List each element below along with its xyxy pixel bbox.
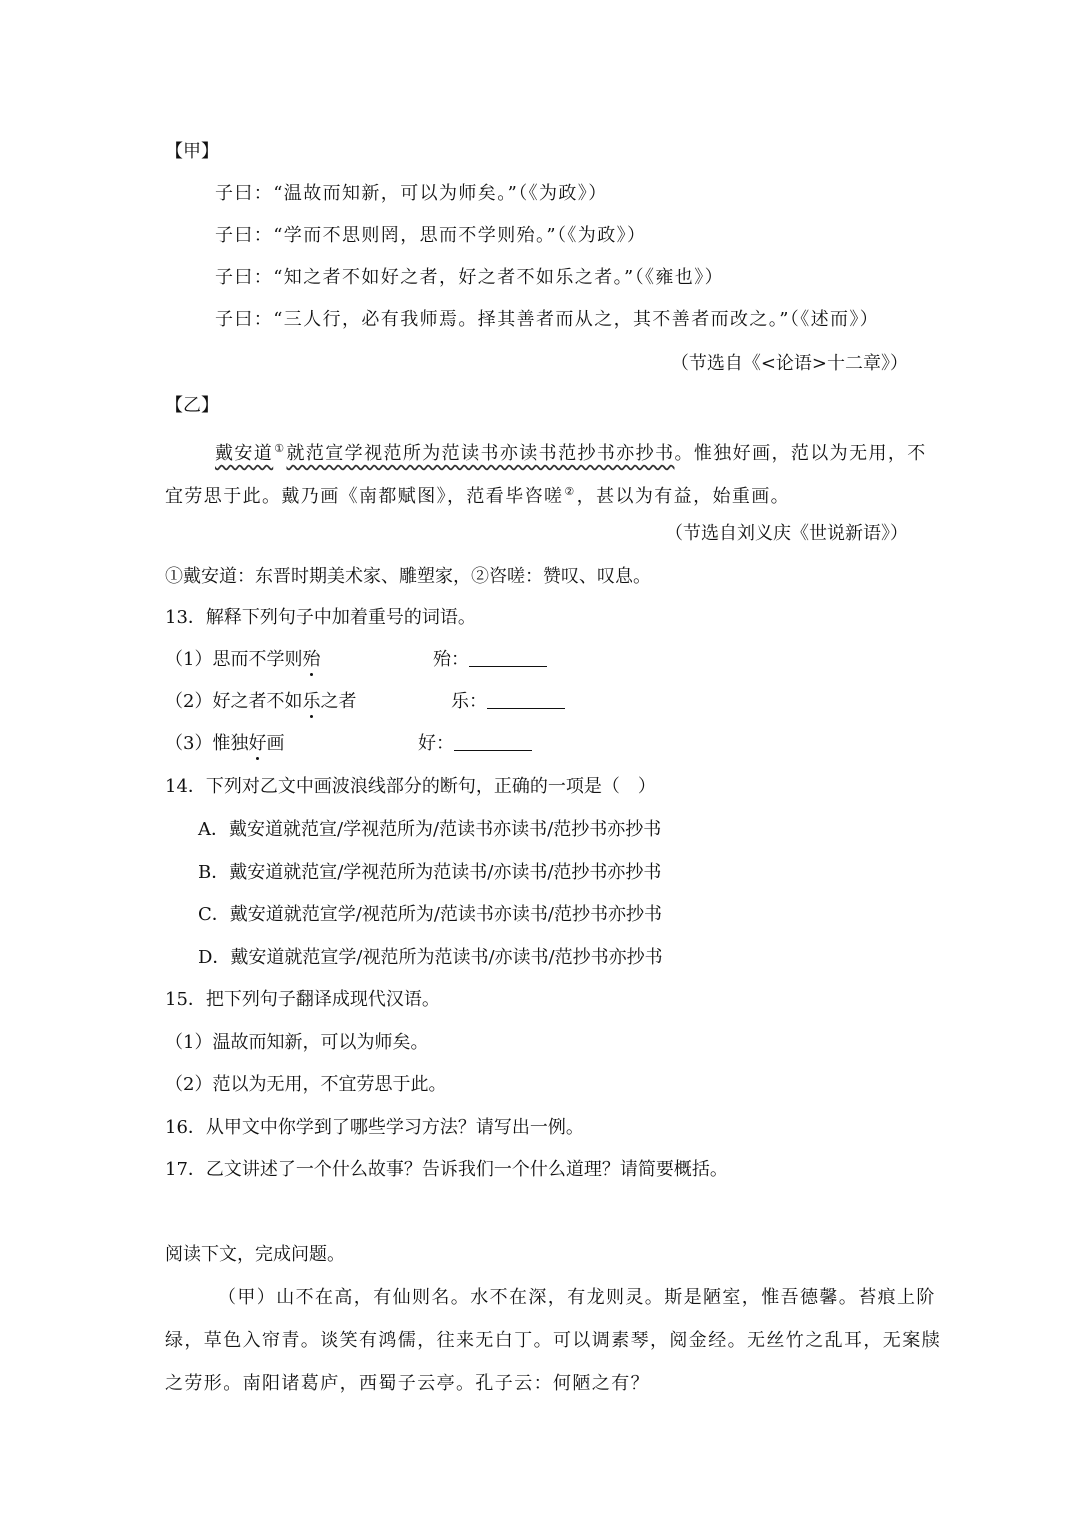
yi-line-1-rest: 。惟独好画，范以为无用，不	[674, 443, 927, 464]
jia-line-4: 子曰：“三人行，必有我师焉。择其善者而从之，其不善者而改之。”（《述而》）	[215, 309, 880, 330]
q14-option-c[interactable]: C．戴安道就范宣学/视范所为/范读书亦读书/范抄书亦抄书	[198, 904, 662, 925]
q13-answer-1[interactable]	[433, 648, 547, 672]
q13-answer-2[interactable]	[451, 690, 565, 714]
section-jia-header: 【甲】	[165, 141, 219, 162]
emphasis-dot-word: 好	[248, 733, 267, 754]
reading-2-intro: 阅读下文，完成问题。	[165, 1244, 345, 1265]
yi-wavy-underlined-passage: 就范宣学视范所为范读书亦读书范抄书亦抄书	[286, 443, 675, 464]
q13-item-3	[165, 732, 284, 756]
question-13-title: 13．解释下列句子中加着重号的词语。	[165, 607, 476, 628]
yi-paragraph-line-2	[165, 480, 790, 509]
q14-option-b[interactable]: B．戴安道就范宣/学视范所为范读书/亦读书/范抄书亦抄书	[198, 862, 662, 883]
q13-item-2-post: 之者	[320, 691, 357, 712]
yi-line-2-b: ，甚以为有益，始重画。	[576, 486, 791, 507]
jia-line-1: 子曰：“温故而知新，可以为师矣。”（《为政》）	[215, 183, 608, 204]
q14-option-a[interactable]: A．戴安道就范宣/学视范所为/范读书亦读书/范抄书亦抄书	[198, 819, 662, 840]
question-14-title: 14．下列对乙文中画波浪线部分的断句，正确的一项是（ ）	[165, 776, 656, 797]
reading-2-line-3: 之劳形。南阳诸葛庐，西蜀子云亭。孔子云：何陋之有？	[165, 1373, 650, 1394]
jia-line-3: 子曰：“知之者不如好之者，好之者不如乐之者。”（《雍也》）	[215, 267, 725, 288]
footnote-1-marker: ①	[274, 442, 286, 455]
yi-source: （节选自刘义庆《世说新语》）	[665, 523, 908, 544]
section-yi-header: 【乙】	[165, 395, 219, 416]
jia-line-2: 子曰：“学而不思则罔，思而不学则殆。”（《为政》）	[215, 225, 647, 246]
q13-answer-1-label: 殆：	[433, 649, 469, 670]
q15-item-2: （2）范以为无用，不宜劳思于此。	[165, 1074, 447, 1095]
yi-footnote: ①戴安道：东晋时期美术家、雕塑家，②咨嗟：赞叹、叹息。	[165, 566, 651, 587]
q13-answer-3[interactable]	[418, 732, 532, 756]
jia-source: （节选自《<论语>十二章》）	[670, 353, 908, 374]
reading-2-line-2: 绿，草色入帘青。谈笑有鸿儒，往来无白丁。可以调素琴，阅金经。无丝竹之乱耳，无案牍	[165, 1330, 941, 1351]
yi-wavy-underlined-name: 戴安道	[215, 443, 274, 464]
q14-option-d[interactable]: D．戴安道就范宣学/视范所为范读书/亦读书/范抄书亦抄书	[198, 947, 663, 968]
yi-paragraph-line-1	[215, 437, 927, 466]
question-15-title: 15．把下列句子翻译成现代汉语。	[165, 989, 440, 1010]
q13-answer-2-label: 乐：	[451, 691, 487, 712]
q13-answer-3-label: 好：	[418, 733, 454, 754]
q13-item-3-post: 画	[266, 733, 285, 754]
emphasis-dot-word: 乐	[302, 691, 321, 712]
footnote-2-marker: ②	[564, 485, 576, 498]
q15-item-1: （1）温故而知新，可以为师矣。	[165, 1032, 429, 1053]
q13-item-1-text: （1）思而不学则	[165, 649, 303, 670]
answer-blank[interactable]	[454, 732, 532, 751]
answer-blank[interactable]	[487, 690, 565, 709]
q13-item-3-text: （3）惟独	[165, 733, 249, 754]
yi-line-2-a: 宜劳思于此。戴乃画《南都赋图》，范看毕咨嗟	[165, 486, 564, 507]
question-16-title: 16．从甲文中你学到了哪些学习方法？请写出一例。	[165, 1117, 584, 1138]
emphasis-dot-word: 殆	[302, 649, 321, 670]
question-17-title: 17．乙文讲述了一个什么故事？告诉我们一个什么道理？请简要概括。	[165, 1159, 728, 1180]
reading-2-line-1: （甲）山不在高，有仙则名。水不在深，有龙则灵。斯是陋室，惟吾德馨。苔痕上阶	[218, 1287, 936, 1308]
answer-blank[interactable]	[469, 648, 547, 667]
q13-item-1	[165, 648, 320, 672]
q13-item-2-text: （2）好之者不如	[165, 691, 303, 712]
q13-item-2	[165, 690, 356, 714]
